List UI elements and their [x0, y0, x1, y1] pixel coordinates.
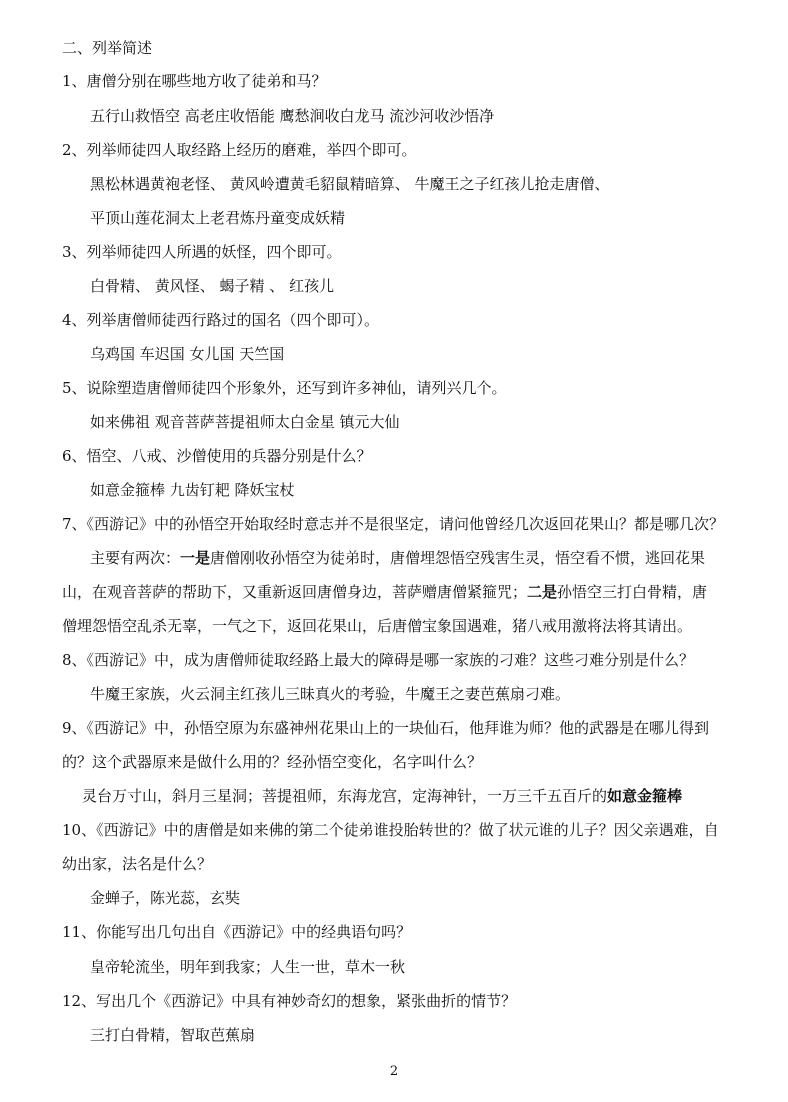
answer-10: 金蝉子，陈光蕊，玄奘 — [90, 889, 241, 907]
answer-4: 乌鸡国 车迟国 女儿国 天竺国 — [90, 345, 285, 363]
answer-12: 三打白骨精，智取芭蕉扇 — [90, 1026, 256, 1044]
answer-3: 白骨精、 黄风怪、 蝎子精 、 红孩儿 — [90, 277, 335, 295]
answer-9-text: 灵台万寸山，斜月三星洞；菩提祖师，东海龙宫，定海神针，一万三千五百斤的 — [82, 787, 608, 805]
answer-7-line-1 — [90, 541, 730, 575]
answer-9-weapon: 如意金箍棒 — [607, 787, 683, 805]
answer-7-line-2-rest: 孙悟空三打白骨精，唐 — [557, 583, 708, 601]
question-11: 11、你能写出几句出自《西游记》中的经典语句吗？ — [62, 923, 412, 941]
question-2: 2、列举师徒四人取经路上经历的磨难，举四个即可。 — [62, 141, 417, 159]
question-10-line-1: 10、《西游记》中的唐僧是如来佛的第二个徒弟谁投胎转世的？做了状元谁的儿子？因父亲遇难，自 — [62, 821, 719, 839]
answer-7-line-3: 僧埋怨悟空乱杀无辜，一气之下，返回花果山，后唐僧宝象国遇难，猪八戒用激将法将其请出。 — [62, 617, 693, 635]
question-12: 12、写出几个《西游记》中具有神妙奇幻的想象，紧张曲折的情节？ — [62, 992, 517, 1010]
answer-7-line-1-rest: 唐僧刚收孙悟空为徒弟时，唐僧埋怨悟空残害生灵，悟空看不惯，逃回花果 — [210, 549, 706, 567]
question-1: 1、唐僧分别在哪些地方收了徒弟和马？ — [62, 72, 327, 90]
answer-7-first-marker: 一是 — [180, 549, 211, 567]
answer-5: 如来佛祖 观音菩萨菩提祖师太白金星 镇元大仙 — [90, 413, 400, 431]
answer-9 — [82, 779, 730, 813]
question-3: 3、列举师徒四人所遇的妖怪，四个即可。 — [62, 243, 342, 261]
question-7: 7、《西游记》中的孙悟空开始取经时意志并不是很坚定，请问他曾经几次返回花果山？都是哪几次？ — [62, 515, 725, 533]
answer-11: 皇帝轮流坐，明年到我家；人生一世，草木一秋 — [90, 958, 406, 976]
question-4: 4、列举唐僧师徒西行路过的国名（四个即可）。 — [62, 311, 380, 329]
answer-6: 如意金箍棒 九齿钉耙 降妖宝杖 — [90, 481, 295, 499]
answer-1: 五行山救悟空 高老庄收悟能 鹰愁涧收白龙马 流沙河收沙悟净 — [90, 107, 495, 125]
question-6: 6、悟空、八戒、沙僧使用的兵器分别是什么？ — [62, 447, 372, 465]
page-number: 2 — [389, 1064, 399, 1079]
answer-8: 牛魔王家族，火云洞主红孩儿三昧真火的考验，牛魔王之妻芭蕉扇刁难。 — [90, 685, 571, 703]
section-title: 二、列举简述 — [62, 39, 153, 57]
answer-2-line-1: 黑松林遇黄袍老怪、 黄风岭遭黄毛貂鼠精暗算、 牛魔王之子红孩儿抢走唐僧、 — [90, 175, 610, 193]
question-9-line-1: 9、《西游记》中，孙悟空原为东盛神州花果山上的一块仙石，他拜谁为师？他的武器是在哪儿得到 — [62, 719, 710, 737]
answer-2-line-2: 平顶山莲花洞太上老君炼丹童变成妖精 — [90, 209, 346, 227]
answer-7-line-1-text: 主要有两次： — [90, 549, 181, 567]
answer-7-line-2-text: 山，在观音菩萨的帮助下，又重新返回唐僧身边，菩萨赠唐僧紧箍咒； — [62, 583, 528, 601]
question-5: 5、说除塑造唐僧师徒四个形象外，还写到许多神仙，请列兴几个。 — [62, 379, 507, 397]
question-10-line-2: 幼出家，法名是什么？ — [62, 855, 213, 873]
answer-7-line-2 — [62, 575, 734, 609]
question-8: 8、《西游记》中，成为唐僧师徒取经路上最大的障碍是哪一家族的刁难？这些刁难分别是什么？ — [62, 651, 695, 669]
answer-7-second-marker: 二是 — [527, 583, 558, 601]
question-9-line-2: 的？这个武器原来是做什么用的？经孙悟空变化，名字叫什么？ — [62, 753, 483, 771]
